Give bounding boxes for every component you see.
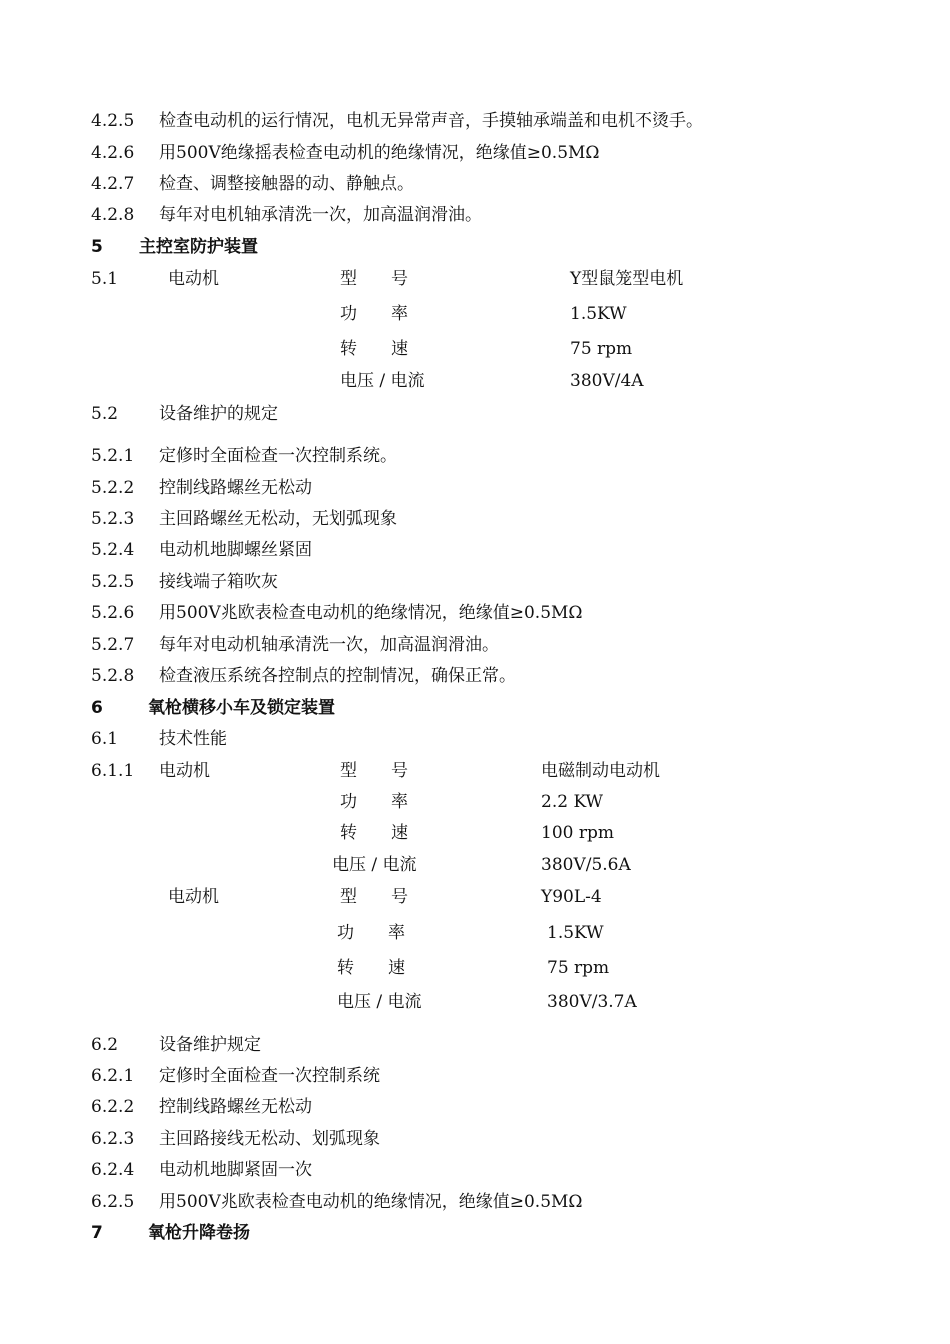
spec-value: Y90L-4 [541,887,602,907]
item-text: 检查液压系统各控制点的控制情况，确保正常。 [159,666,516,686]
item-text: 定修时全面检查一次控制系统。 [159,446,397,466]
item-number: 4.2.8 [91,205,135,225]
item-number: 5.2.7 [91,635,135,655]
subsection-number: 6.2 [91,1035,119,1055]
item-text: 控制线路螺丝无松动 [159,478,312,498]
item-text: 检查、调整接触器的动、静触点。 [159,174,414,194]
spec-label: 电压 / 电流 [340,371,425,391]
item-text: 用500V兆欧表检查电动机的绝缘情况，绝缘值≥0.5MΩ [159,1192,583,1212]
spec-value: 75 rpm [570,339,633,359]
subsection-title: 设备维护规定 [159,1035,261,1055]
spec-label: 转 速 [337,958,405,978]
item-number: 6.2.2 [91,1097,135,1117]
item-number: 5.2.3 [91,509,135,529]
spec-value: 电磁制动电动机 [541,761,660,781]
section-number: 7 [91,1223,103,1243]
item-number: 4.2.5 [91,111,135,131]
item-number: 5.2.2 [91,478,135,498]
spec-name: 电动机 [159,761,210,781]
item-text: 接线端子箱吹灰 [159,572,278,592]
spec-label: 型 号 [340,761,408,781]
subsection-number: 5.2 [91,404,119,424]
spec-label: 转 速 [340,339,408,359]
spec-number: 5.1 [91,269,119,289]
item-text: 用500V绝缘摇表检查电动机的绝缘情况，绝缘值≥0.5MΩ [159,143,600,163]
spec-label: 电压 / 电流 [337,992,422,1012]
spec-value: 380V/5.6A [541,855,631,875]
subsection-title: 技术性能 [159,729,227,749]
item-text: 主回路螺丝无松动，无划弧现象 [159,509,397,529]
subsection-title: 设备维护的规定 [159,404,278,424]
spec-value: 75 rpm [547,958,610,978]
item-text: 电动机地脚紧固一次 [159,1160,312,1180]
spec-value: 380V/3.7A [547,992,637,1012]
spec-value: 2.2 KW [541,792,604,812]
item-text: 用500V兆欧表检查电动机的绝缘情况，绝缘值≥0.5MΩ [159,603,583,623]
section-number: 6 [91,698,103,718]
item-number: 5.2.4 [91,540,135,560]
item-number: 6.2.1 [91,1066,135,1086]
item-number: 5.2.1 [91,446,135,466]
section-title: 氧枪升降卷扬 [148,1223,250,1243]
item-number: 4.2.6 [91,143,135,163]
item-number: 5.2.5 [91,572,135,592]
item-text: 定修时全面检查一次控制系统 [159,1066,380,1086]
section-number: 5 [91,237,103,257]
item-number: 5.2.8 [91,666,135,686]
item-text: 控制线路螺丝无松动 [159,1097,312,1117]
subsection-number: 6.1 [91,729,119,749]
spec-label: 电压 / 电流 [332,855,417,875]
item-text: 每年对电机轴承清洗一次，加高温润滑油。 [159,205,482,225]
section-title: 氧枪横移小车及锁定装置 [148,698,335,718]
spec-value: 1.5KW [570,304,627,324]
item-text: 检查电动机的运行情况，电机无异常声音，手摸轴承端盖和电机不烫手。 [159,111,703,131]
spec-label: 型 号 [340,887,408,907]
item-text: 电动机地脚螺丝紧固 [159,540,312,560]
spec-label: 功 率 [337,923,405,943]
spec-value: 100 rpm [541,823,614,843]
spec-value: 1.5KW [547,923,604,943]
spec-label: 型 号 [340,269,408,289]
spec-label: 转 速 [340,823,408,843]
item-number: 6.2.3 [91,1129,135,1149]
item-number: 4.2.7 [91,174,135,194]
spec-label: 功 率 [340,304,408,324]
spec-number: 6.1.1 [91,761,135,781]
spec-name: 电动机 [168,269,219,289]
spec-name: 电动机 [168,887,219,907]
spec-value: Y型鼠笼型电机 [570,269,684,289]
item-text: 每年对电动机轴承清洗一次，加高温润滑油。 [159,635,499,655]
spec-value: 380V/4A [570,371,644,391]
section-title: 主控室防护装置 [139,237,258,257]
item-number: 5.2.6 [91,603,135,623]
item-number: 6.2.5 [91,1192,135,1212]
spec-label: 功 率 [340,792,408,812]
item-text: 主回路接线无松动、划弧现象 [159,1129,380,1149]
item-number: 6.2.4 [91,1160,135,1180]
